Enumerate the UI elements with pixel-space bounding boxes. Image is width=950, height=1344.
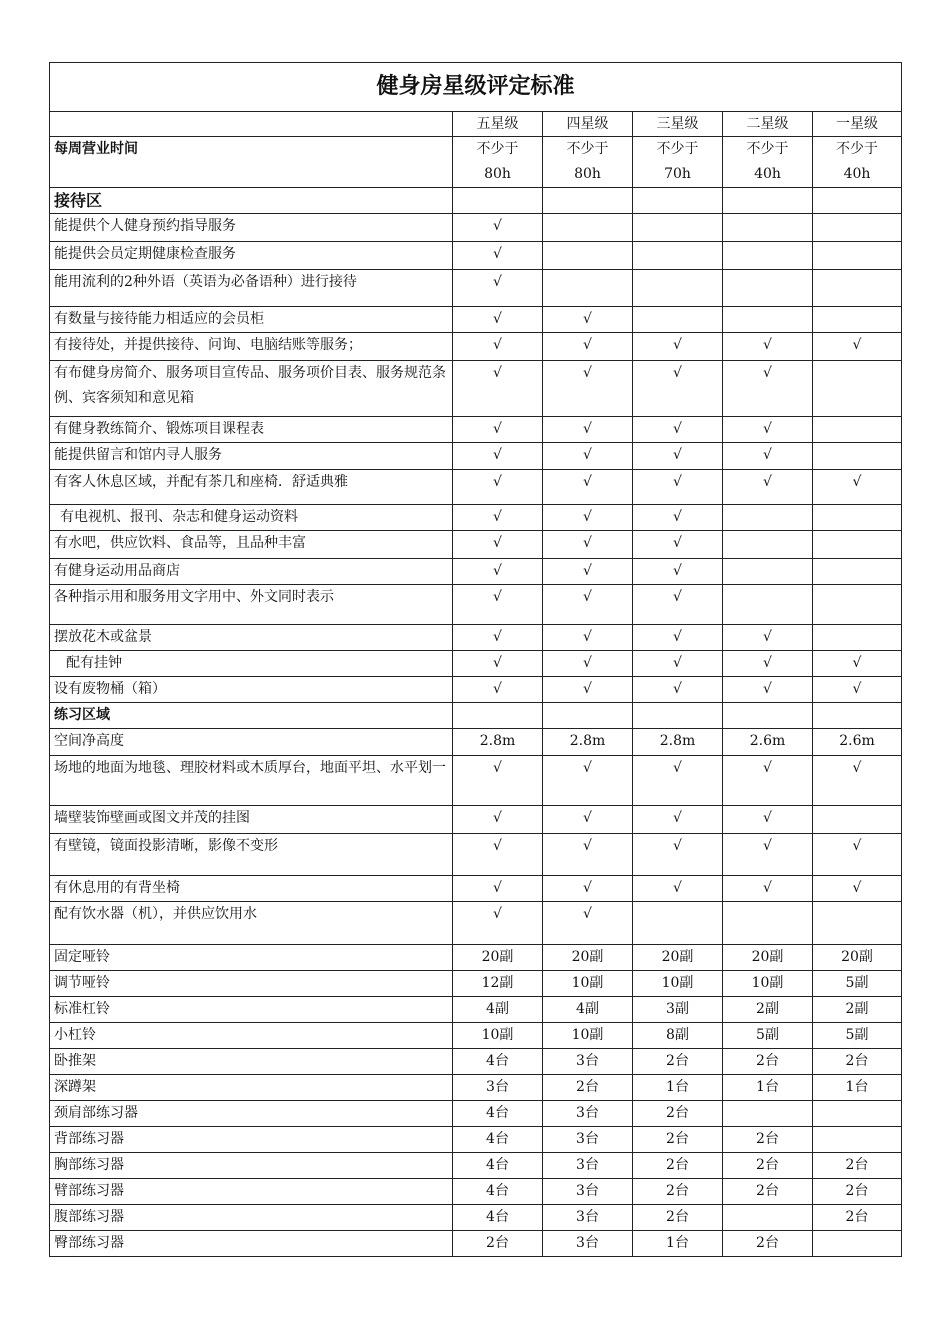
value-cell — [453, 703, 543, 729]
value-cell — [723, 1205, 813, 1231]
value-cell: 10副 — [633, 971, 723, 997]
value-cell — [723, 270, 813, 307]
value-cell — [453, 188, 543, 214]
table-row — [50, 505, 902, 531]
value-cell: √ — [543, 417, 633, 443]
value-cell: 2.8m — [543, 729, 633, 756]
value-cell — [813, 531, 902, 559]
value-cell: √ — [453, 806, 543, 834]
value-cell: √ — [453, 270, 543, 307]
value-cell — [723, 505, 813, 531]
value-cell: √ — [633, 559, 723, 585]
value-cell: √ — [543, 559, 633, 585]
value-cell: 不少于 80h — [453, 137, 543, 188]
value-cell: √ — [633, 834, 723, 876]
value-cell: 1台 — [633, 1231, 723, 1257]
table-row — [50, 756, 902, 806]
header-blank-cell — [50, 112, 453, 137]
value-cell: 5副 — [813, 1023, 902, 1049]
row-label: 有壁镜，镜面投影清晰，影像不变形 — [50, 834, 453, 876]
value-cell: 4台 — [453, 1049, 543, 1075]
table-row — [50, 559, 902, 585]
table-row — [50, 585, 902, 625]
value-cell: 10副 — [543, 1023, 633, 1049]
row-label: 背部练习器 — [50, 1127, 453, 1153]
value-cell: √ — [453, 214, 543, 242]
table-row — [50, 1101, 902, 1127]
value-cell: 2台 — [633, 1205, 723, 1231]
value-cell: √ — [813, 876, 902, 902]
row-label: 设有废物桶（箱） — [50, 677, 453, 703]
row-label: 臀部练习器 — [50, 1231, 453, 1257]
value-cell: 12副 — [453, 971, 543, 997]
value-cell: 4台 — [453, 1153, 543, 1179]
table-row — [50, 902, 902, 945]
table-row — [50, 443, 902, 470]
value-cell — [813, 1231, 902, 1257]
value-cell: √ — [723, 625, 813, 651]
value-cell: 3台 — [543, 1231, 633, 1257]
row-label: 颈肩部练习器 — [50, 1101, 453, 1127]
value-cell: √ — [453, 625, 543, 651]
value-cell: √ — [453, 651, 543, 677]
value-cell — [723, 188, 813, 214]
value-cell: 2台 — [723, 1179, 813, 1205]
table-row — [50, 625, 902, 651]
value-cell: 2台 — [633, 1049, 723, 1075]
table-row — [50, 945, 902, 971]
value-cell: √ — [723, 417, 813, 443]
row-label: 配有挂钟 — [50, 651, 453, 677]
value-cell: √ — [633, 531, 723, 559]
value-cell: 2副 — [813, 997, 902, 1023]
value-cell: √ — [543, 902, 633, 945]
value-cell — [723, 559, 813, 585]
row-label: 有数量与接待能力相适应的会员柜 — [50, 307, 453, 333]
table-row — [50, 876, 902, 902]
value-cell: √ — [543, 505, 633, 531]
row-label: 接待区 — [50, 188, 453, 214]
value-cell — [543, 270, 633, 307]
row-label: 有客人休息区域，并配有茶几和座椅．舒适典雅 — [50, 470, 453, 505]
value-cell: 5副 — [813, 971, 902, 997]
value-cell: 10副 — [543, 971, 633, 997]
table-row — [50, 270, 902, 307]
value-cell: 2台 — [453, 1231, 543, 1257]
header-level-5: 五星级 — [453, 112, 543, 137]
value-cell — [813, 270, 902, 307]
value-cell: 不少于 80h — [543, 137, 633, 188]
value-cell — [723, 307, 813, 333]
value-cell: 5副 — [723, 1023, 813, 1049]
value-cell: √ — [543, 443, 633, 470]
table-row — [50, 1153, 902, 1179]
table-row — [50, 1231, 902, 1257]
row-label: 有布健身房简介、服务项目宣传品、服务项价目表、服务规范条例、宾客须知和意见箱 — [50, 361, 453, 417]
value-cell: 2.6m — [723, 729, 813, 756]
value-cell: √ — [633, 677, 723, 703]
value-cell: 2.6m — [813, 729, 902, 756]
value-cell: √ — [543, 651, 633, 677]
value-cell: √ — [453, 902, 543, 945]
value-cell: √ — [453, 559, 543, 585]
value-cell: √ — [723, 677, 813, 703]
row-label: 摆放花木或盆景 — [50, 625, 453, 651]
value-cell: √ — [723, 470, 813, 505]
value-cell — [723, 703, 813, 729]
value-cell: √ — [453, 333, 543, 361]
value-cell: √ — [453, 876, 543, 902]
value-cell: 4台 — [453, 1179, 543, 1205]
table-row — [50, 1127, 902, 1153]
row-label: 能提供留言和馆内寻人服务 — [50, 443, 453, 470]
value-cell: 2台 — [723, 1127, 813, 1153]
value-cell: √ — [453, 307, 543, 333]
value-cell: √ — [543, 333, 633, 361]
value-cell: √ — [723, 443, 813, 470]
table-row — [50, 651, 902, 677]
value-cell: 1台 — [633, 1075, 723, 1101]
table-row — [50, 997, 902, 1023]
value-cell: 20副 — [453, 945, 543, 971]
value-cell — [543, 214, 633, 242]
row-label: 腹部练习器 — [50, 1205, 453, 1231]
value-cell: 3台 — [543, 1205, 633, 1231]
value-cell: 2台 — [633, 1127, 723, 1153]
row-label: 每周营业时间 — [50, 137, 453, 188]
value-cell: 3台 — [543, 1179, 633, 1205]
value-cell: 2台 — [813, 1153, 902, 1179]
row-label: 有水吧，供应饮料、食品等，且品种丰富 — [50, 531, 453, 559]
value-cell: 20副 — [813, 945, 902, 971]
value-cell: √ — [633, 443, 723, 470]
value-cell — [813, 585, 902, 625]
row-label: 空间净高度 — [50, 729, 453, 756]
value-cell: 4副 — [543, 997, 633, 1023]
row-label: 固定哑铃 — [50, 945, 453, 971]
row-label: 标准杠铃 — [50, 997, 453, 1023]
value-cell: 不少于 40h — [723, 137, 813, 188]
value-cell — [813, 443, 902, 470]
table-row — [50, 333, 902, 361]
value-cell: 不少于 70h — [633, 137, 723, 188]
row-label: 能提供个人健身预约指导服务 — [50, 214, 453, 242]
value-cell: √ — [543, 470, 633, 505]
value-cell: 1台 — [723, 1075, 813, 1101]
table-row — [50, 834, 902, 876]
value-cell — [633, 242, 723, 270]
star-rating-table — [49, 62, 902, 1257]
value-cell: √ — [453, 834, 543, 876]
value-cell — [633, 902, 723, 945]
header-level-2: 二星级 — [723, 112, 813, 137]
value-cell: 20副 — [543, 945, 633, 971]
value-cell: 3台 — [543, 1153, 633, 1179]
table-row — [50, 806, 902, 834]
value-cell: 2台 — [543, 1075, 633, 1101]
value-cell: 10副 — [453, 1023, 543, 1049]
header-level-4: 四星级 — [543, 112, 633, 137]
table-row — [50, 531, 902, 559]
value-cell: 2.8m — [633, 729, 723, 756]
value-cell: √ — [723, 756, 813, 806]
value-cell: √ — [453, 443, 543, 470]
value-cell — [633, 270, 723, 307]
value-cell: √ — [633, 651, 723, 677]
value-cell: 3副 — [633, 997, 723, 1023]
table-row — [50, 1075, 902, 1101]
value-cell: √ — [543, 834, 633, 876]
row-label: 有休息用的有背坐椅 — [50, 876, 453, 902]
value-cell — [543, 188, 633, 214]
value-cell: 4台 — [453, 1205, 543, 1231]
value-cell — [813, 242, 902, 270]
value-cell — [723, 585, 813, 625]
value-cell: √ — [723, 651, 813, 677]
value-cell: √ — [543, 756, 633, 806]
value-cell — [813, 188, 902, 214]
value-cell: √ — [813, 470, 902, 505]
table-row — [50, 1049, 902, 1075]
value-cell: √ — [633, 756, 723, 806]
value-cell: √ — [543, 585, 633, 625]
row-label: 调节哑铃 — [50, 971, 453, 997]
table-row — [50, 729, 902, 756]
value-cell: 3台 — [543, 1101, 633, 1127]
value-cell: 4台 — [453, 1127, 543, 1153]
value-cell: √ — [723, 806, 813, 834]
value-cell: 2台 — [723, 1231, 813, 1257]
table-row — [50, 188, 902, 214]
value-cell — [813, 307, 902, 333]
value-cell: 2台 — [813, 1205, 902, 1231]
row-label: 有电视机、报刊、杂志和健身运动资料 — [50, 505, 453, 531]
value-cell — [723, 242, 813, 270]
header-level-1: 一星级 — [813, 112, 902, 137]
value-cell — [813, 417, 902, 443]
value-cell: 2副 — [723, 997, 813, 1023]
value-cell — [813, 902, 902, 945]
value-cell: √ — [543, 806, 633, 834]
row-label: 能提供会员定期健康检查服务 — [50, 242, 453, 270]
value-cell: √ — [633, 505, 723, 531]
value-cell: √ — [633, 625, 723, 651]
value-cell: √ — [453, 417, 543, 443]
value-cell — [723, 214, 813, 242]
value-cell: √ — [543, 876, 633, 902]
value-cell — [813, 806, 902, 834]
table-row — [50, 1179, 902, 1205]
table-row — [50, 677, 902, 703]
value-cell — [813, 625, 902, 651]
value-cell: √ — [633, 417, 723, 443]
value-cell — [813, 1101, 902, 1127]
table-row — [50, 1023, 902, 1049]
value-cell: 2台 — [723, 1153, 813, 1179]
value-cell: 2台 — [633, 1179, 723, 1205]
value-cell: √ — [633, 361, 723, 417]
row-label: 胸部练习器 — [50, 1153, 453, 1179]
row-label: 卧推架 — [50, 1049, 453, 1075]
value-cell: 4副 — [453, 997, 543, 1023]
value-cell: √ — [453, 361, 543, 417]
value-cell — [633, 188, 723, 214]
value-cell: √ — [723, 333, 813, 361]
value-cell: √ — [453, 505, 543, 531]
table-row — [50, 242, 902, 270]
row-label: 深蹲架 — [50, 1075, 453, 1101]
row-label: 各种指示用和服务用文字用中、外文同时表示 — [50, 585, 453, 625]
value-cell: √ — [813, 333, 902, 361]
value-cell — [633, 307, 723, 333]
value-cell: 2台 — [813, 1049, 902, 1075]
value-cell: √ — [813, 756, 902, 806]
table-row — [50, 417, 902, 443]
value-cell — [813, 361, 902, 417]
value-cell: √ — [813, 651, 902, 677]
value-cell: 20副 — [633, 945, 723, 971]
value-cell — [633, 214, 723, 242]
row-label: 有接待处，并提供接待、问询、电脑结账等服务； — [50, 333, 453, 361]
table-row — [50, 703, 902, 729]
row-label: 有健身运动用品商店 — [50, 559, 453, 585]
value-cell: 3台 — [453, 1075, 543, 1101]
table-row — [50, 361, 902, 417]
value-cell: 3台 — [543, 1127, 633, 1153]
value-cell — [723, 902, 813, 945]
value-cell: √ — [813, 834, 902, 876]
value-cell: 20副 — [723, 945, 813, 971]
value-cell: √ — [453, 470, 543, 505]
row-label: 臂部练习器 — [50, 1179, 453, 1205]
table-row — [50, 137, 902, 188]
value-cell: 2.8m — [453, 729, 543, 756]
value-cell — [723, 1101, 813, 1127]
value-cell: √ — [453, 677, 543, 703]
value-cell — [813, 703, 902, 729]
value-cell: 2台 — [633, 1153, 723, 1179]
value-cell: √ — [633, 470, 723, 505]
value-cell: 2台 — [813, 1179, 902, 1205]
value-cell: √ — [813, 677, 902, 703]
value-cell — [723, 531, 813, 559]
value-cell: √ — [543, 625, 633, 651]
table-row — [50, 971, 902, 997]
value-cell: √ — [723, 361, 813, 417]
value-cell: √ — [633, 806, 723, 834]
value-cell: 8副 — [633, 1023, 723, 1049]
row-label: 小杠铃 — [50, 1023, 453, 1049]
row-label: 墙壁装饰壁画或图文并茂的挂图 — [50, 806, 453, 834]
value-cell: 2台 — [633, 1101, 723, 1127]
row-label: 练习区域 — [50, 703, 453, 729]
value-cell: 3台 — [543, 1049, 633, 1075]
value-cell: √ — [453, 756, 543, 806]
title-row — [50, 63, 902, 112]
value-cell — [633, 703, 723, 729]
value-cell: √ — [453, 531, 543, 559]
value-cell — [813, 1127, 902, 1153]
value-cell: √ — [543, 307, 633, 333]
value-cell: √ — [453, 585, 543, 625]
value-cell: 不少于 40h — [813, 137, 902, 188]
value-cell: 4台 — [453, 1101, 543, 1127]
row-label: 场地的地面为地毯、理胶材料或木质厚台，地面平坦、水平划一 — [50, 756, 453, 806]
header-level-3: 三星级 — [633, 112, 723, 137]
value-cell: √ — [453, 242, 543, 270]
value-cell — [813, 505, 902, 531]
value-cell: 2台 — [723, 1049, 813, 1075]
value-cell: √ — [723, 834, 813, 876]
value-cell — [813, 559, 902, 585]
value-cell: 1台 — [813, 1075, 902, 1101]
table-row — [50, 470, 902, 505]
value-cell — [543, 703, 633, 729]
value-cell: √ — [633, 876, 723, 902]
value-cell — [543, 242, 633, 270]
header-row — [50, 112, 902, 137]
value-cell: 10副 — [723, 971, 813, 997]
table-row — [50, 307, 902, 333]
value-cell: √ — [543, 677, 633, 703]
value-cell: √ — [543, 361, 633, 417]
table-title: 健身房星级评定标准 — [50, 63, 902, 112]
value-cell: √ — [633, 333, 723, 361]
table-row — [50, 1205, 902, 1231]
row-label: 有健身教练简介、锻炼项目课程表 — [50, 417, 453, 443]
value-cell: √ — [543, 531, 633, 559]
table-row — [50, 214, 902, 242]
value-cell: √ — [633, 585, 723, 625]
row-label: 能用流利的2种外语（英语为必备语种）进行接待 — [50, 270, 453, 307]
value-cell: √ — [723, 876, 813, 902]
value-cell — [813, 214, 902, 242]
row-label: 配有饮水器（机），并供应饮用水 — [50, 902, 453, 945]
